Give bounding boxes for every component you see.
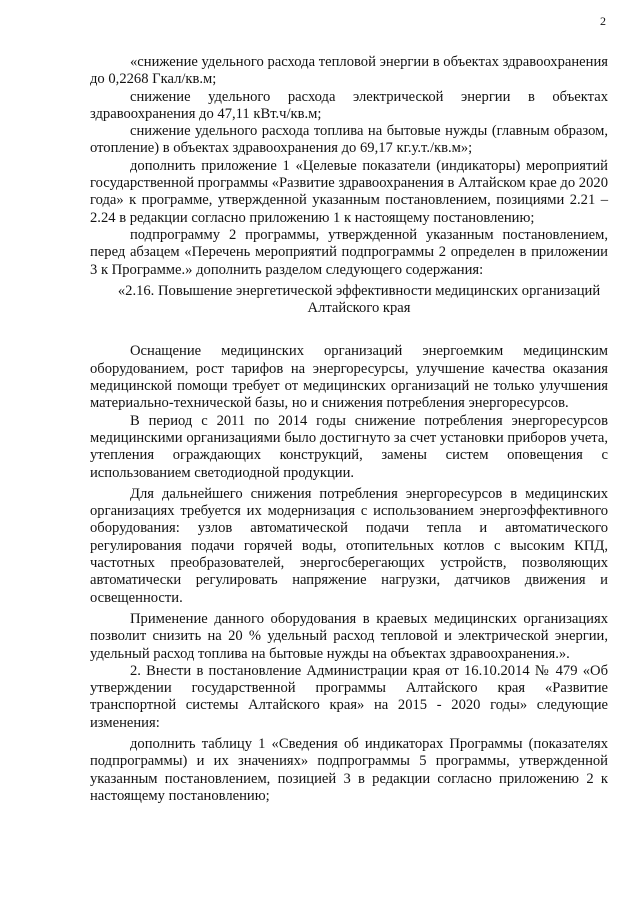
document-body [90,54,608,805]
paragraph: дополнить приложение 1 «Целевые показатели (индикаторы) мероприятий государственной программы «Развитие здравоохранения в Алтайском крае до 2020 года» к программе, утвержденной указанным постановлением, позициями 2.21 – 2.24 в редакции согласно приложению 1 к настоящему постановлению; [90,157,608,226]
paragraph: подпрограмму 2 программы, утвержденной указанным постановлением, перед абзацем «Перечень мероприятий подпрограммы 2 определен в приложении 3 к Программе.» дополнить разделом следующего содержания: [90,226,608,278]
blank-line [90,317,608,343]
paragraph: снижение удельного расхода электрической энергии в объектах здравоохранения до 47,11 кВт.ч/кв.м; [90,88,608,122]
paragraph: В период с 2011 по 2014 годы снижение потребления энергоресурсов медицинскими организациями было достигнуто за счет установки приборов учета, утепления ограждающих конструкций, замены систем оповещения с использованием светодиодной продукции. [90,412,608,481]
paragraph: Оснащение медицинских организаций энергоемким медицинским оборудованием, рост тарифов на энергоресурсы, улучшение качества оказания медицинской помощи требует от медицинских организаций не только улучшения материально-технической базы, но и снижения потребления энергоресурсов. [90,343,608,412]
page-number: 2 [600,14,606,28]
paragraph: снижение удельного расхода топлива на бытовые нужды (главным образом, отопление) в объектах здравоохранения до 69,17 кг.у.т./кв.м»; [90,123,608,157]
paragraph: Для дальнейшего снижения потребления энергоресурсов в медицинских организациях требуется их модернизация с использованием энергоэффективного оборудования: узлов автоматической подачи тепла и автоматического регулирования подачи горячей воды, отопительных котлов с высоким КПД, частотных преобразователей, энергосберегающих устройств, позволяющих автоматически регулировать напряжение нагрузки, датчиков движения и освещенности. [90,485,608,606]
paragraph: «снижение удельного расхода тепловой энергии в объектах здравоохранения до 0,2268 Гкал/кв.м; [90,54,608,88]
section-heading: «2.16. Повышение энергетической эффективности медицинских организаций Алтайского края [117,282,601,317]
paragraph: 2. Внести в постановление Администрации края от 16.10.2014 № 479 «Об утверждении государственной программы Алтайского края «Развитие транспортной системы Алтайского края» на 2015 - 2020 годы» следующие изменения: [90,662,608,731]
paragraph: дополнить таблицу 1 «Сведения об индикаторах Программы (показателях подпрограммы) и их значениях» подпрограммы 5 программы, утвержденной указанным постановлением, позицией 3 в редакции согласно приложению 2 к настоящему постановлению; [90,735,608,804]
paragraph: Применение данного оборудования в краевых медицинских организациях позволит снизить на 20 % удельный расход тепловой и электрической энергии, удельный расход топлива на бытовые нужды на объектах здравоохранения.». [90,610,608,662]
